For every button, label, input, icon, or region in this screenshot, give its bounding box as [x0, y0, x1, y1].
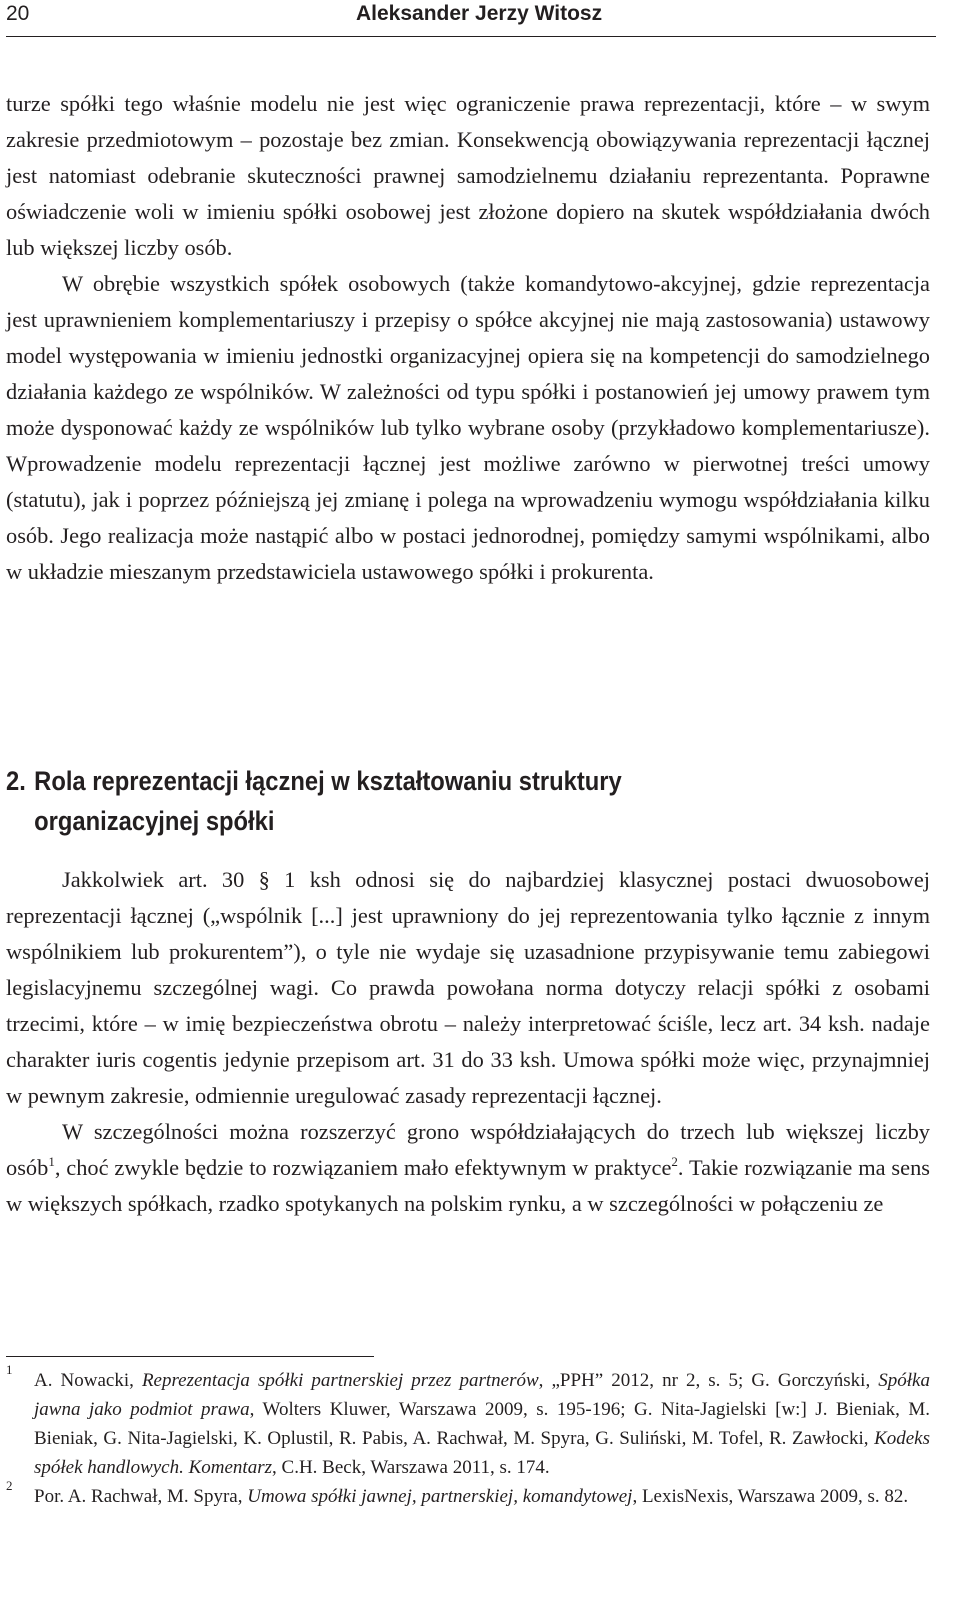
- paragraph: W obrębie wszystkich spółek osobowych (także komandytowo-akcyjnej, gdzie reprezentacja jest uprawnieniem komplementariuszy i przepisy o spółce akcyjnej nie mają zastosowania) ustawowy model występowania w imieniu jednostki organizacyjnej opiera się na kompetencji do samodzielnego działania każdego ze wspólników. W zależności od typu spółki i postanowień jej umowy prawem tym może dysponować każdy ze wspólników lub tylko wybrane osoby (przykładowo komplementariusze). Wprowadzenie modelu reprezentacji łącznej jest możliwe zarówno w pierwotnej treści umowy (statutu), jak i poprzez późniejszą jej zmianę i polega na wprowadzeniu wymogu współdziałania kilku osób. Jego realizacja może nastąpić albo w postaci jednorodnej, pomiędzy samymi wspólnikami, albo w układzie mieszanym przedstawiciela ustawowego spółki i prokurenta.: [6, 271, 930, 584]
- section-title-part-1: Rola reprezentacji łącznej w kształtowaniu struktury: [34, 766, 622, 796]
- footnote-reference[interactable]: 2: [671, 1154, 678, 1169]
- footnote-mark: 1: [6, 1362, 13, 1377]
- paragraph-text: W szczególności można rozszerzyć grono współdziałających do trzech lub większej liczby osób: [6, 1119, 930, 1180]
- header-rule: [6, 36, 936, 37]
- footnote-reference[interactable]: 1: [48, 1154, 55, 1169]
- footnote-text: , Wolters Kluwer, Warszawa 2009, s. 195-196; G. Nita-Jagielski [w:] J. Bieniak, M. Bieniak, G. Nita-Jagielski, K. Oplustil, R. Pabis, A. Rachwał, M. Spyra, G. Suliński, M. Tofel, R. Zawłocki,: [34, 1399, 930, 1449]
- footnote-text: , LexisNexis, Warszawa 2009, s. 82.: [632, 1486, 909, 1507]
- section-heading-line-1: [6, 761, 798, 801]
- footnote-title: Umowa spółki jawnej, partnerskiej, komandytowej: [247, 1486, 633, 1507]
- footnote-text: , C.H. Beck, Warszawa 2011, s. 174.: [272, 1457, 550, 1478]
- paragraph: turze spółki tego właśnie modelu nie jest więc ograniczenie prawa reprezentacji, które – w swym zakresie przedmiotowym – pozostaje bez zmian. Konsekwencją obowiązywania reprezentacji łącznej jest natomiast odebranie skuteczności prawnej samodzielnemu działaniu reprezentanta. Poprawne oświadczenie woli w imieniu spółki osobowej jest złożone dopiero na skutek współdziałania dwóch lub większej liczby osób.: [6, 91, 930, 260]
- paragraph: [6, 1114, 930, 1222]
- running-header-author: Aleksander Jerzy Witosz: [356, 2, 603, 25]
- footnote-title: Reprezentacja spółki partnerskiej przez partnerów: [141, 1370, 539, 1391]
- section-2-text: [6, 862, 930, 1222]
- section-number: 2.: [6, 766, 26, 796]
- footnote-text: , „PPH” 2012, nr 2, s. 5; G. Gorczyński,: [538, 1370, 879, 1391]
- paragraph: Jakkolwiek art. 30 § 1 ksh odnosi się do najbardziej klasycznej postaci dwuosobowej reprezentacji łącznej („wspólnik [...] jest uprawniony do jej reprezentowania tylko łącznie z innym wspólnikiem lub prokurentem”), o tyle nie wydaje się uzasadnione przypisywanie temu zabiegowi legislacyjnemu szczególnej wagi. Co prawda powołana norma dotyczy relacji spółki z osobami trzecimi, które – w imię bezpieczeństwa obrotu – należy interpretować ściśle, lecz art. 34 ksh. nadaje charakter iuris cogentis jedynie przepisom art. 31 do 33 ksh. Umowa spółki może więc, przynajmniej w pewnym zakresie, odmiennie uregulować zasady reprezentacji łącznej.: [6, 867, 930, 1108]
- footnote-mark: 2: [6, 1478, 13, 1493]
- paragraph-text: . Takie rozwiązanie ma sens w większych spółkach, rzadko spotykanych na polskim rynku, a w szczególności w połączeniu ze: [6, 1155, 930, 1216]
- page-number: 20: [6, 2, 30, 25]
- section-1-text: [6, 86, 930, 590]
- section-heading: [6, 761, 798, 841]
- paragraph-text: , choć zwykle będzie to rozwiązaniem mało efektywnym w praktyce: [54, 1155, 672, 1180]
- footnote-1: [6, 1362, 930, 1482]
- footnote-text: Por. A. Rachwał, M. Spyra,: [34, 1486, 248, 1507]
- footnote-text: A. Nowacki,: [34, 1370, 142, 1391]
- footnote-title: Spółka jawna jako podmiot prawa: [34, 1370, 930, 1420]
- section-title-part-2: organizacyjnej spółki: [34, 806, 275, 836]
- running-header: [6, 2, 936, 32]
- footnote-rule: [6, 1356, 374, 1357]
- footnote-title: Kodeks spółek handlowych. Komentarz: [34, 1428, 930, 1478]
- footnote-2: [6, 1478, 930, 1511]
- footnotes: [6, 1362, 930, 1511]
